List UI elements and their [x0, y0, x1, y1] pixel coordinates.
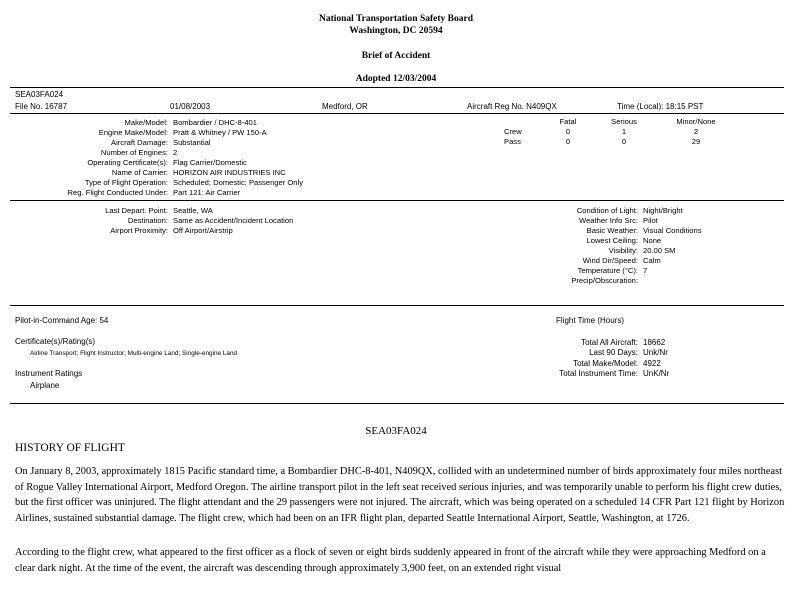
- field-label: Aircraft Damage:: [111, 138, 168, 147]
- field-value: HORIZON AIR INDUSTRIES INC: [173, 168, 286, 177]
- flight-info-row: [10, 216, 293, 226]
- field-label: Destination:: [127, 216, 168, 225]
- divider-line: [10, 305, 784, 306]
- header-city: Washington, DC 20594: [349, 26, 443, 36]
- injury-row-label: Pass: [504, 137, 521, 146]
- field-label: Name of Carrier:: [111, 168, 168, 177]
- aircraft-field-row: [10, 148, 303, 158]
- flight-info-row: [10, 226, 293, 236]
- divider-line: [10, 87, 784, 88]
- field-label: Weather Info Src:: [579, 216, 638, 225]
- field-label: Make/Model:: [124, 118, 168, 127]
- weather-info-row: [490, 236, 702, 246]
- divider-line: [10, 200, 784, 201]
- field-value: 18662: [643, 338, 666, 347]
- field-value: Seattle, WA: [173, 206, 213, 215]
- field-label: Engine Make/Model:: [98, 128, 168, 137]
- injury-corner-cell: [496, 117, 542, 127]
- divider-line: [10, 403, 784, 404]
- field-value: Bombardier / DHC-8-401: [173, 118, 257, 127]
- local-time: Time (Local): 18:15 PST: [617, 102, 704, 111]
- field-value: Same as Accident/Incident Location: [173, 216, 294, 225]
- weather-info: [490, 206, 702, 286]
- injury-row-label: Crew: [504, 127, 522, 136]
- narrative-doc-id: SEA03FA024: [365, 425, 427, 437]
- field-value: Part 121: Air Carrier: [173, 188, 241, 197]
- field-label: Visibility:: [608, 246, 638, 255]
- flight-time-heading: Flight Time (Hours): [556, 316, 625, 325]
- aircraft-details: [10, 118, 303, 198]
- field-value: 20.00 SM: [643, 246, 676, 255]
- field-label: Total All Aircraft:: [581, 338, 638, 347]
- weather-info-row: [490, 256, 702, 266]
- field-value: Calm: [643, 256, 661, 265]
- injury-col-header: Fatal: [559, 117, 577, 126]
- weather-info-row: [490, 246, 702, 256]
- field-value: None: [643, 236, 662, 245]
- flight-time-row: [470, 338, 669, 348]
- injury-table: [496, 117, 738, 147]
- doc-type-title: Brief of Accident: [361, 51, 431, 61]
- injury-cell: 0: [565, 127, 571, 136]
- weather-info-row: [490, 206, 702, 216]
- history-paragraph-1: On January 8, 2003, approximately 1815 Pacific standard time, a Bombardier DHC-8-401, N409QX, collided with an undetermined number of birds approximately four miles northeast of Rogue Valley International Airport, Medford Oregon. The airline transport pilot in the left seat received serious injuries, and was temporarily unable to perform his flight crew duties, but the first officer was uninjured. The flight attendant and the 29 passengers were not injured. The aircraft, which was being operated on a scheduled 14 CFR Part 121 flight by Horizon Airlines, sustained substantial damage. The flight crew, which had been on an IFR flight plan, departed Seattle International Airport, Seattle, Washington, at 1726.: [15, 466, 785, 524]
- ntsb-id: SEA03FA024: [15, 90, 64, 99]
- field-value: Unk/Nr: [643, 348, 668, 358]
- field-label: Last Depart. Point:: [105, 206, 168, 215]
- field-label: Last 90 Days:: [589, 348, 638, 358]
- weather-info-row: [490, 276, 702, 286]
- aircraft-field-row: [10, 128, 303, 138]
- weather-info-row: [490, 216, 702, 226]
- field-label: Total Make/Model:: [573, 358, 638, 368]
- flight-time-row: [470, 359, 669, 369]
- weather-info-row: [490, 266, 702, 276]
- field-label: Type of Flight Operation:: [84, 178, 168, 187]
- pilot-age: Pilot-in-Command Age: 54: [15, 316, 109, 325]
- field-label: Lowest Ceiling:: [586, 236, 638, 245]
- field-value: Night/Bright: [643, 206, 683, 215]
- field-label: Wind Dir/Speed:: [582, 256, 638, 265]
- field-value: Substantial: [173, 138, 211, 147]
- injury-cell: 2: [693, 127, 699, 136]
- field-label: Airport Proximity:: [110, 226, 168, 235]
- instrument-ratings-heading: Instrument Ratings: [15, 369, 83, 378]
- injury-col-header: Minor/None: [676, 117, 716, 126]
- field-value: Scheduled; Domestic; Passenger Only: [173, 178, 304, 187]
- certificates-heading: Certificate(s)/Rating(s): [15, 337, 96, 346]
- field-label: Temperature (°C):: [577, 266, 638, 275]
- injury-cell: 29: [691, 137, 701, 146]
- history-narrative: [15, 464, 785, 596]
- aircraft-field-row: [10, 138, 303, 148]
- departure-info: [10, 206, 293, 236]
- history-paragraph-2: According to the flight crew, what appeared to the first officer as a flock of seven or eight birds suddenly appeared in front of the aircraft while they were approaching Medford on a clear dark night. At the time of the event, the aircraft was descending through approximately 3,900 feet, on an extended right visual: [15, 547, 766, 574]
- field-label: Number of Engines:: [100, 148, 168, 157]
- flight-time-row: [470, 348, 669, 358]
- field-value: Off Airport/Airstrip: [173, 226, 233, 235]
- field-value: Flag Carrier/Domestic: [173, 158, 247, 167]
- injury-cell: 0: [621, 137, 627, 146]
- flight-time-row: [470, 369, 669, 379]
- field-value: Pilot: [643, 216, 658, 225]
- header-org: National Transportation Safety Board: [318, 14, 474, 24]
- field-label: Operating Certificate(s):: [87, 158, 168, 167]
- field-value: UnK/Nr: [643, 369, 670, 379]
- injury-cell: 0: [565, 137, 571, 146]
- instrument-ratings-value: Airplane: [30, 381, 60, 390]
- field-label: Basic Weather:: [586, 226, 638, 235]
- file-number: File No. 16787: [15, 102, 68, 111]
- flight-info-row: [10, 206, 293, 216]
- field-value: 2: [173, 148, 178, 157]
- aircraft-field-row: [10, 168, 303, 178]
- weather-info-row: [490, 226, 702, 236]
- field-label: Condition of Light:: [576, 206, 638, 215]
- injury-cell: 1: [621, 127, 627, 136]
- aircraft-registration: Aircraft Reg No. N409QX: [467, 102, 557, 111]
- aircraft-field-row: [10, 118, 303, 128]
- injury-col-header: Serious: [611, 117, 637, 126]
- field-label: Precip/Obscuration:: [571, 276, 638, 285]
- certificates-list: Airline Transport; Flight Instructor; Multi-engine Land; Single-engine Land: [30, 350, 238, 357]
- field-value: 7: [643, 266, 648, 275]
- event-location: Medford, OR: [322, 102, 368, 111]
- field-value: Visual Conditions: [643, 226, 702, 235]
- field-value: Pratt & Whitney / PW 150-A: [173, 128, 267, 137]
- history-section-title: HISTORY OF FLIGHT: [15, 442, 125, 454]
- field-label: Total Instrument Time:: [559, 369, 638, 379]
- flight-time-table: [470, 338, 669, 380]
- aircraft-field-row: [10, 158, 303, 168]
- event-date: 01/08/2003: [170, 102, 211, 111]
- divider-line: [10, 113, 784, 114]
- aircraft-field-row: [10, 188, 303, 198]
- field-value: 4922: [643, 358, 661, 368]
- field-label: Reg. Flight Conducted Under:: [67, 188, 168, 197]
- aircraft-field-row: [10, 178, 303, 188]
- adopted-date: Adopted 12/03/2004: [355, 74, 437, 84]
